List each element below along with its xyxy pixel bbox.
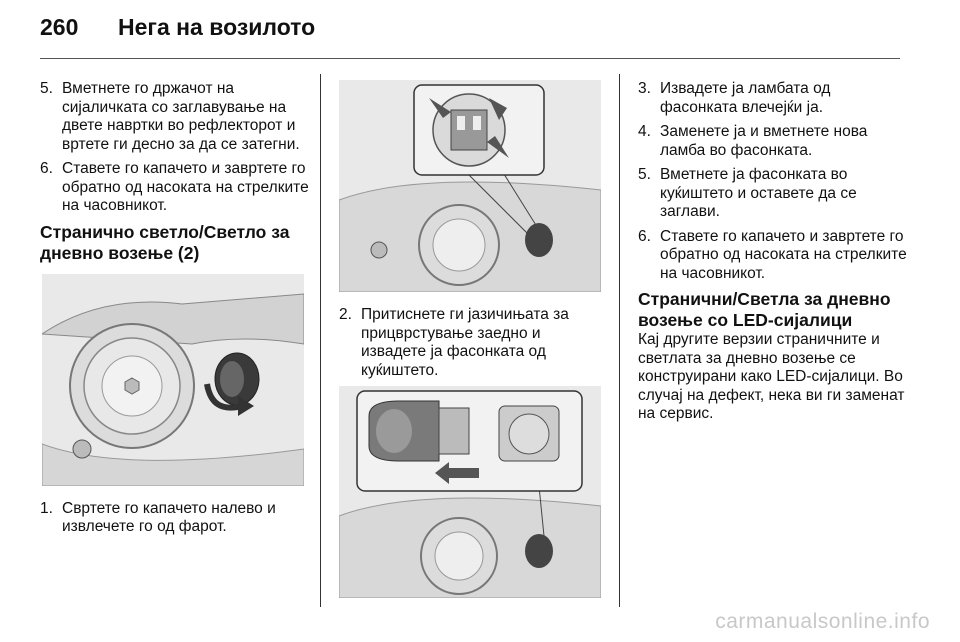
page-number: 260 [40, 14, 79, 40]
list-item [638, 228, 908, 284]
figure-headlamp-cap [42, 274, 304, 486]
led-paragraph: Кај другите верзии страничните и светлата за дневно возење се конструирани како LED-сијалици. Во случај на дефект, нека ви ги заменат на сервис. [638, 331, 905, 422]
section-title-led: Странични/Светла за дневно возење со LED-сијалици [638, 289, 891, 330]
steps-list-a [40, 80, 310, 216]
column-3 [638, 80, 908, 424]
page-header [40, 14, 315, 48]
figure-bulb-removal [339, 386, 601, 598]
step-number: 6. [40, 160, 53, 177]
column-1 [40, 80, 310, 543]
step-text: Ставете го капачето и завртете го обратно од насоката на стрелките на часовникот. [62, 160, 309, 214]
list-item [638, 123, 908, 160]
step-text: Заменете ја и вметнете нова ламба во фасонката. [660, 123, 868, 159]
step-number: 5. [638, 166, 651, 183]
list-item [339, 306, 604, 380]
step-text: Извадете ја ламбата од фасонката влечејќи ја. [660, 80, 831, 116]
step-number: 1. [40, 499, 53, 517]
list-item [40, 80, 310, 154]
steps-list-c [339, 306, 604, 380]
steps-list-d [638, 80, 908, 283]
watermark: carmanualsonline.info [715, 610, 930, 633]
step-text: Притиснете ги јазичињата за прицврстување заедно и извадете ја фасонката од куќиштето. [361, 306, 569, 379]
column-divider-1 [320, 74, 321, 607]
step-text: Вметнете го држачот на сијаличката со заглавување на двете навртки во рефлекторот и вртете ги десно за да се затегни. [62, 80, 300, 153]
list-item [40, 500, 310, 537]
column-divider-2 [619, 74, 620, 607]
step-number: 6. [638, 227, 651, 245]
step-number: 5. [40, 80, 53, 97]
section-title-side-light: Странично светло/Светло за дневно возење (2) [40, 221, 290, 263]
header-divider [40, 58, 900, 59]
step-text: Вметнете ја фасонката во куќиштето и оставете да се заглави. [660, 166, 857, 220]
page-title: Нега на возилото [118, 14, 316, 40]
step-number: 3. [638, 80, 651, 97]
step-text: Ставете го капачето и завртете го обратно од насоката на стрелките на часовникот. [660, 227, 907, 282]
figure-bulb-socket-tabs [339, 80, 601, 292]
column-2 [339, 80, 604, 598]
steps-list-b [40, 500, 310, 537]
list-item [638, 80, 908, 117]
step-number: 4. [638, 123, 651, 140]
list-item [638, 166, 908, 222]
list-item [40, 160, 310, 216]
step-text: Свртете го капачето налево и извлечете го од фарот. [62, 499, 276, 535]
step-number: 2. [339, 306, 352, 323]
